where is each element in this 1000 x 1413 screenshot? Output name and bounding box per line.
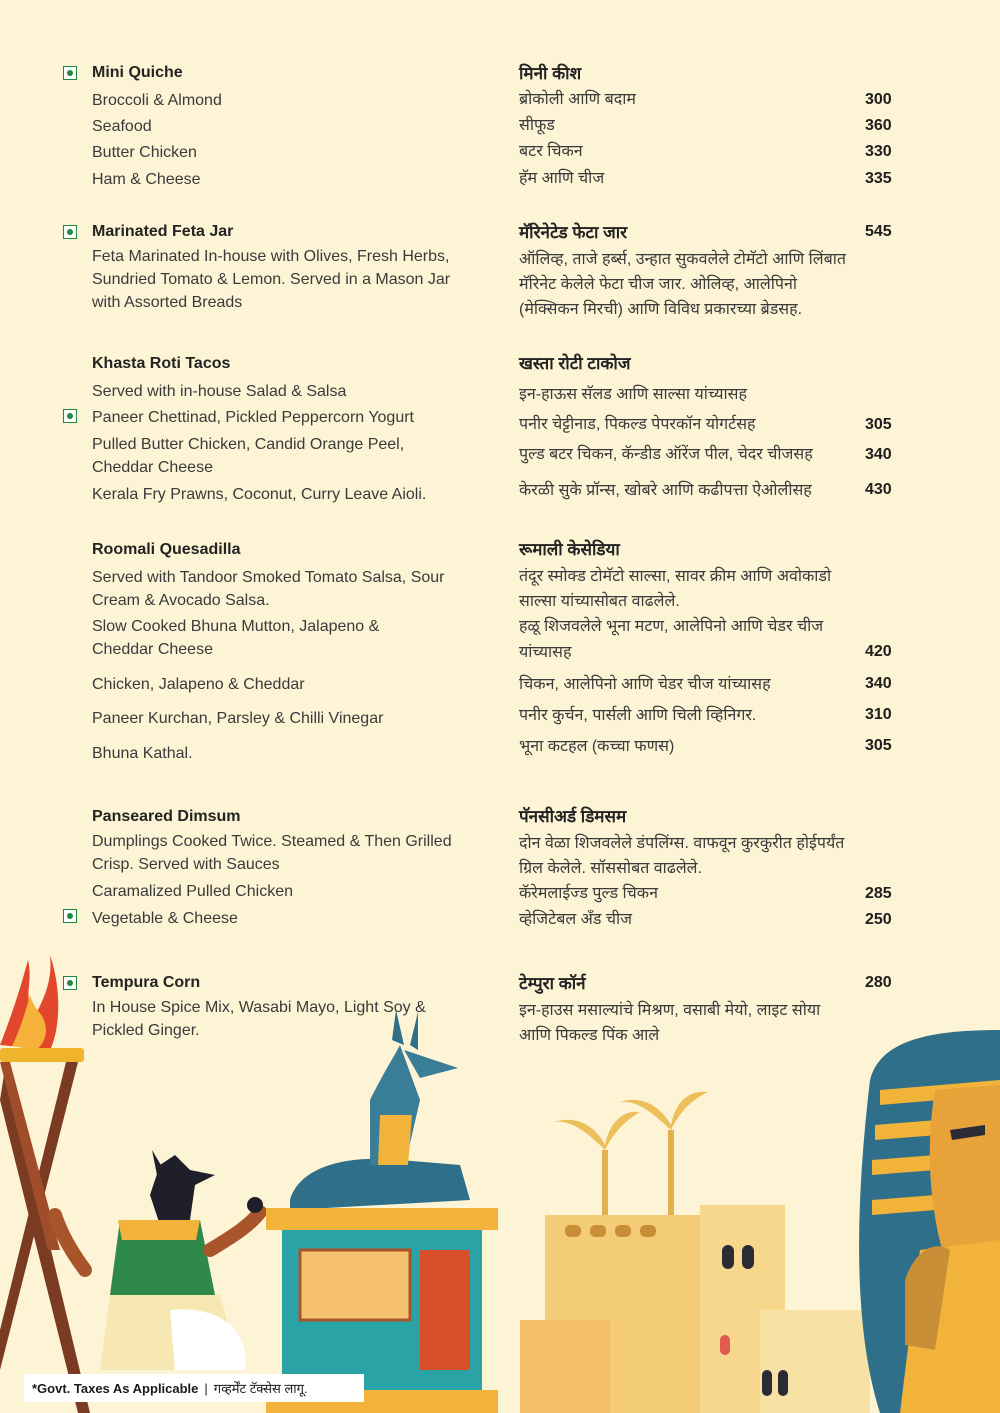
item-description-marathi: मॅरिनेट केलेले फेटा चीज जार. ओलिव्ह, आलेपिनो <box>519 276 797 293</box>
item-title-tacos: Khasta Roti Tacos <box>92 355 231 372</box>
price: 335 <box>865 170 892 187</box>
variant-label-marathi: बटर चिकन <box>519 143 583 160</box>
item-description: In House Spice Mix, Wasabi Mayo, Light Soy & <box>92 999 426 1016</box>
variant-label-marathi: पुल्ड बटर चिकन, कॅन्डीड ऑरेंज पील, चेदर चीजसह <box>519 446 813 463</box>
item-description-marathi: तंदूर स्मोक्ड टोमॅटो साल्सा, सावर क्रीम आणि अवोकाडो <box>519 568 832 585</box>
torch-icon <box>0 955 90 1413</box>
variant-label-marathi: हॅम आणि चीज <box>519 170 605 187</box>
variant-label: Caramalized Pulled Chicken <box>92 883 293 900</box>
price: 310 <box>865 706 892 723</box>
variant-label-marathi: चिकन, आलेपिनो आणि चेडर चीज यांच्यासह <box>519 676 771 693</box>
price: 420 <box>865 643 892 660</box>
anubis-statue <box>266 1010 498 1413</box>
variant-label: Bhuna Kathal. <box>92 745 193 762</box>
variant-label: Cheddar Cheese <box>92 641 213 658</box>
anubis-figure <box>55 1150 263 1370</box>
variant-label: Kerala Fry Prawns, Coconut, Curry Leave Aioli. <box>92 486 427 503</box>
veg-icon <box>63 225 77 239</box>
price: 305 <box>865 737 892 754</box>
variant-label-marathi: भूना कटहल (कच्चा फणस) <box>519 738 675 755</box>
veg-icon <box>63 66 77 80</box>
variant-label: Cheddar Cheese <box>92 459 213 476</box>
tax-note-marathi: गव्हर्मेंट टॅक्सेस लागू. <box>213 1381 308 1396</box>
item-title-feta-jar: Marinated Feta Jar <box>92 223 234 240</box>
palm-trees <box>555 1092 708 1215</box>
item-description: Sundried Tomato & Lemon. Served in a Mason Jar <box>92 271 451 288</box>
veg-icon <box>63 976 77 990</box>
item-title-marathi: टेम्पुरा कॉर्न <box>519 974 586 993</box>
tax-note-separator: | <box>204 1380 208 1396</box>
price: 250 <box>865 911 892 928</box>
item-title-marathi: रूमाली केसेडिया <box>519 540 620 559</box>
veg-icon <box>63 409 77 423</box>
variant-label-marathi: हळू शिजवलेले भूना मटण, आलेपिनो आणि चेडर चीज <box>519 618 824 635</box>
variant-label-marathi: सीफूड <box>519 117 555 134</box>
item-description-marathi: ग्रिल केलेले. सॉससोबत वाढलेले. <box>519 860 702 877</box>
variant-label: Broccoli & Almond <box>92 92 222 109</box>
variant-label-marathi: ब्रोकोली आणि बदाम <box>519 91 637 108</box>
tax-note <box>24 1374 364 1402</box>
item-title-marathi: पॅनसीअर्ड डिमसम <box>519 807 627 826</box>
item-description: Feta Marinated In-house with Olives, Fresh Herbs, <box>92 248 450 265</box>
item-title-marathi: खस्ता रोटी टाकोज <box>519 354 631 373</box>
price: 305 <box>865 416 892 433</box>
tax-note-english: *Govt. Taxes As Applicable <box>32 1380 199 1396</box>
variant-label-marathi: केरळी सुके प्रॉन्स, खोबरे आणि कढीपत्ता ऐओलीसह <box>519 482 812 499</box>
variant-label-marathi: कॅरेमलाईज्ड पुल्ड चिकन <box>519 885 658 902</box>
price: 340 <box>865 675 892 692</box>
price: 545 <box>865 223 892 240</box>
price: 430 <box>865 481 892 498</box>
variant-label: Seafood <box>92 118 152 135</box>
price: 330 <box>865 143 892 160</box>
item-description: Cream & Avocado Salsa. <box>92 592 270 609</box>
variant-label: Paneer Chettinad, Pickled Peppercorn Yogurt <box>92 409 414 426</box>
variant-label-marathi: पनीर चेट्टीनाड, पिकल्ड पेपरकॉन योगर्टसह <box>519 416 756 433</box>
variant-label-marathi: यांच्यासह <box>519 644 572 661</box>
item-title-tempura-corn: Tempura Corn <box>92 974 201 991</box>
item-description: Crisp. Served with Sauces <box>92 856 280 873</box>
pharaoh-figure <box>859 1030 1000 1413</box>
price: 340 <box>865 446 892 463</box>
price: 280 <box>865 974 892 991</box>
buildings <box>520 1205 870 1413</box>
variant-label: Vegetable & Cheese <box>92 910 238 927</box>
item-title-quesadilla: Roomali Quesadilla <box>92 541 241 558</box>
variant-label-marathi: पनीर कुर्चन, पार्सली आणि चिली व्हिनिगर. <box>519 707 757 724</box>
item-title-mini-quiche: Mini Quiche <box>92 64 183 81</box>
variant-label: Pulled Butter Chicken, Candid Orange Peel, <box>92 436 405 453</box>
price: 285 <box>865 885 892 902</box>
price: 360 <box>865 117 892 134</box>
item-title-dimsum: Panseared Dimsum <box>92 808 241 825</box>
variant-label: Butter Chicken <box>92 144 197 161</box>
variant-label: Ham & Cheese <box>92 171 201 188</box>
variant-label: Paneer Kurchan, Parsley & Chilli Vinegar <box>92 710 384 727</box>
variant-label: Chicken, Jalapeno & Cheddar <box>92 676 305 693</box>
item-description-marathi: आणि पिकल्ड पिंक आले <box>519 1027 660 1044</box>
price: 300 <box>865 91 892 108</box>
item-description-marathi: ऑलिव्ह, ताजे हर्ब्स, उन्हात सुकवलेले टोमॅटो आणि लिंबात <box>519 251 846 268</box>
item-title-marathi: मॅरिनेटेड फेटा जार <box>519 223 628 242</box>
veg-icon <box>63 909 77 923</box>
item-description-marathi: साल्सा यांच्यासोबत वाढलेले. <box>519 593 680 610</box>
item-description: Dumplings Cooked Twice. Steamed & Then Grilled <box>92 833 452 850</box>
item-description: with Assorted Breads <box>92 294 243 311</box>
item-subtitle-marathi: इन-हाऊस सॅलड आणि साल्सा यांच्यासह <box>519 386 747 403</box>
item-description-marathi: इन-हाउस मसाल्यांचे मिश्रण, वसाबी मेयो, लाइट सोया <box>519 1002 821 1019</box>
item-description-marathi: (मेक्सिकन मिरची) आणि विविध प्रकारच्या ब्रेडसह. <box>519 301 803 318</box>
item-description: Pickled Ginger. <box>92 1022 200 1039</box>
variant-label-marathi: व्हेजिटेबल अँड चीज <box>519 911 633 928</box>
item-description: Served with Tandoor Smoked Tomato Salsa, Sour <box>92 569 445 586</box>
item-subtitle: Served with in-house Salad & Salsa <box>92 383 347 400</box>
item-title-marathi: मिनी कीश <box>519 64 582 83</box>
item-description-marathi: दोन वेळा शिजवलेले डंपलिंग्स. वाफवून कुरकुरीत होईपर्यंत <box>519 835 845 852</box>
variant-label: Slow Cooked Bhuna Mutton, Jalapeno & <box>92 618 380 635</box>
